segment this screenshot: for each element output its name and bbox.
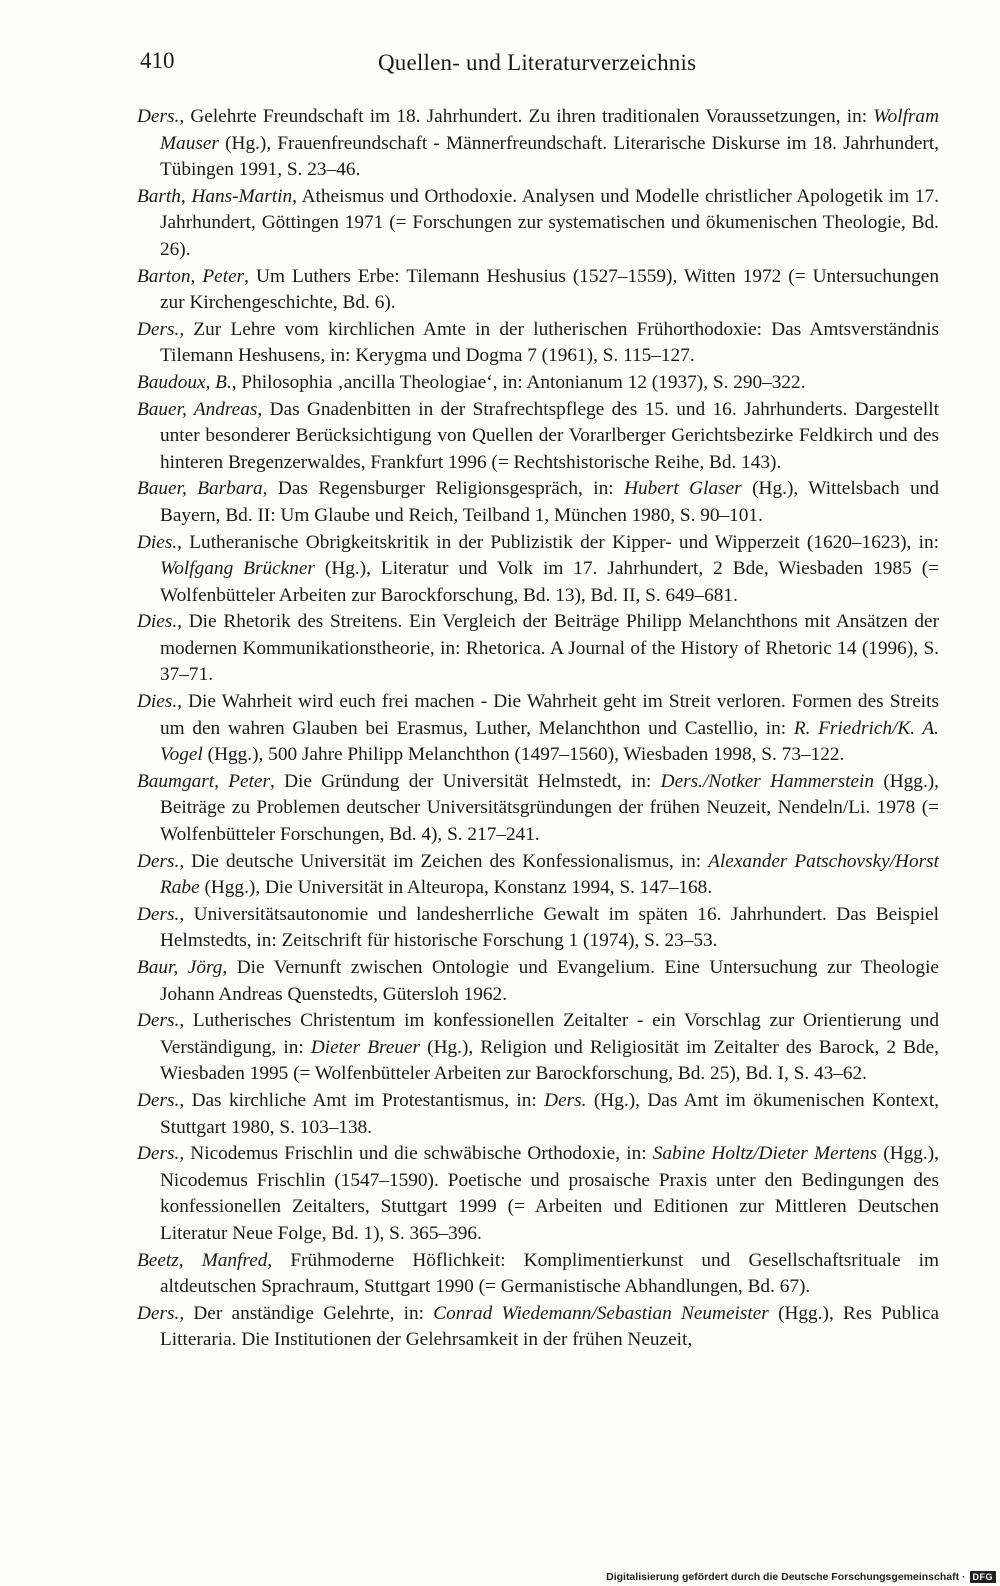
entry-text: (Hg.), Literatur und Volk im 17. Jahrhundert, 2 Bde, Wiesbaden 1985 (= Wolfenbütteler Arbeiten zur Barockforschung, Bd. 13), Bd. II, S. 649–681. <box>160 558 939 606</box>
entry-author-italic: Ders. <box>137 1089 180 1111</box>
entry-author-italic: Wolfgang Brückner <box>160 558 315 580</box>
bibliography-entry <box>137 476 939 529</box>
bibliography-entry <box>137 317 939 370</box>
entry-author-italic: Ders. <box>137 1010 180 1032</box>
entry-author-italic: Ders. <box>137 1302 180 1324</box>
entry-text: , Die deutsche Universität im Zeichen des Konfessionalismus, in: <box>179 850 709 872</box>
entry-text: (Hgg.), Res Publica Litteraria. Die Institutionen der Gelehrsamkeit in der frühen Neuzeit, <box>160 1302 940 1351</box>
entry-author-italic: Beetz, Manfred <box>137 1249 268 1271</box>
entry-text: , Zur Lehre vom kirchlichen Amte in der lutherischen Frühorthodoxie: Das Amtsverständnis Tilemann Heshusens, in: Kerygma und Dogma 7 (1961), S. 115–127. <box>160 318 939 367</box>
entry-text: , Das kirchliche Amt im Protestantismus, in: <box>179 1089 545 1111</box>
entry-text: , Die Rhetorik des Streitens. Ein Vergleich der Beiträge Philipp Melanchthons mit Ansätzen der modernen Kommunikationstheorie, in: Rhetorica. A Journal of the History of Rhetoric 14 (1996), S. 37–71. <box>160 611 939 686</box>
bibliography-entry <box>137 104 939 184</box>
entry-author-italic: Baumgart, Peter <box>137 770 270 792</box>
bibliography-entry <box>137 1088 939 1141</box>
bibliography-entry <box>137 370 939 397</box>
bibliography-entry <box>137 530 939 610</box>
entry-author-italic: Dies. <box>137 611 178 633</box>
entry-author-italic: Baur, Jörg <box>137 957 223 978</box>
entry-author-italic: Bauer, Andreas <box>137 398 258 420</box>
bibliography-entry <box>137 1141 939 1247</box>
entry-text: , Nicodemus Frischlin und die schwäbische Orthodoxie, in: <box>179 1143 653 1165</box>
entry-author-italic: Alexander Patschovsky/Horst Rabe <box>160 850 939 899</box>
entry-text: , Die Wahrheit wird euch frei machen - Die Wahrheit geht im Streit verloren. Formen des Streits um den wahren Glauben bei Erasmus, Luther, Melanchthon und Castellio, in: <box>160 691 939 739</box>
bibliography-entry <box>137 769 939 849</box>
entry-text: , Atheismus und Orthodoxie. Analysen und Modelle christlicher Apologetik im 17. Jahrhundert, Göttingen 1971 (= Forschungen zur systematischen und ökumenischen Theologie, Bd. 26). <box>160 185 939 260</box>
entry-author-italic: Bauer, Barbara <box>137 478 263 500</box>
entry-text: , Lutherisches Christentum im konfessionellen Zeitalter - ein Vorschlag zur Orientierung und Verständigung, in: <box>160 1010 939 1058</box>
entry-text: , Lutheranische Obrigkeitskritik in der Publizistik der Kipper- und Wipperzeit (1620–1623), in: <box>177 531 939 553</box>
entry-author-italic: R. Friedrich/K. A. Vogel <box>160 717 940 766</box>
page-number: 410 <box>140 48 175 73</box>
entry-text: (Hgg.), 500 Jahre Philipp Melanchthon (1497–1560), Wiesbaden 1998, S. 73–122. <box>202 744 845 766</box>
entry-author-italic: Ders./Notker Hammerstein <box>660 770 875 792</box>
entry-text: , Philosophia ‚ancilla Theologiae‘, in: Antonianum 12 (1937), S. 290–322. <box>231 371 806 393</box>
footer-text: Digitalisierung gefördert durch die Deutsche Forschungsgemeinschaft · <box>606 1571 966 1583</box>
bibliography-entry <box>137 609 939 689</box>
entry-text: (Hg.), Das Amt im ökumenischen Kontext, Stuttgart 1980, S. 103–138. <box>160 1089 939 1138</box>
bibliography-entry <box>137 397 939 477</box>
bibliography-entry <box>137 902 939 955</box>
entry-text: (Hg.), Religion und Religiosität im Zeitalter des Barock, 2 Bde, Wiesbaden 1995 (= Wolfenbütteler Arbeiten zur Barockforschung, Bd. 25), Bd. I, S. 43–62. <box>160 1036 939 1085</box>
bibliography-entry <box>137 1008 939 1088</box>
entry-text: , Die Gründung der Universität Helmstedt, in: <box>270 770 661 792</box>
entry-author-italic: Baudoux, B. <box>137 371 232 393</box>
bibliography-list <box>137 104 939 1354</box>
entry-author-italic: Ders. <box>137 1143 180 1165</box>
entry-text: , Das Regensburger Religionsgespräch, in: <box>262 478 625 500</box>
entry-author-italic: Dieter Breuer <box>310 1036 421 1058</box>
entry-text: , Der anständige Gelehrte, in: <box>179 1302 434 1324</box>
entry-author-italic: Conrad Wiedemann/Sebastian Neumeister <box>433 1302 769 1324</box>
entry-author-italic: Hubert Glaser <box>624 478 742 500</box>
bibliography-entry <box>137 1248 939 1301</box>
entry-text: , Um Luthers Erbe: Tilemann Heshusius (1527–1559), Witten 1972 (= Untersuchungen zur Kirchengeschichte, Bd. 6). <box>160 265 939 314</box>
entry-author-italic: Wolfram Mauser <box>160 106 939 154</box>
entry-text: , Universitätsautonomie und landesherrliche Gewalt im späten 16. Jahrhundert. Das Beispiel Helmstedts, in: Zeitschrift für historische Forschung 1 (1974), S. 23–53. <box>160 903 939 952</box>
entry-author-italic: Ders. <box>544 1089 587 1111</box>
entry-text: (Hgg.), Die Universität in Alteuropa, Konstanz 1994, S. 147–168. <box>199 877 713 899</box>
bibliography-entry <box>137 849 939 902</box>
entry-author-italic: Barton, Peter <box>137 265 245 287</box>
bibliography-entry <box>137 264 939 317</box>
entry-text: , Frühmoderne Höflichkeit: Komplimentierkunst und Gesellschaftsrituale im altdeutschen Sprachraum, Stuttgart 1990 (= Germanistische Abhandlungen, Bd. 67). <box>160 1249 939 1298</box>
digitization-footer <box>606 1571 996 1583</box>
bibliography-entry <box>137 1301 939 1354</box>
entry-author-italic: Ders. <box>137 850 180 872</box>
bibliography-entry <box>137 955 939 1008</box>
entry-text: , Gelehrte Freundschaft im 18. Jahrhundert. Zu ihren traditionalen Voraussetzungen, in: <box>179 106 874 127</box>
entry-author-italic: Ders. <box>137 318 180 340</box>
entry-author-italic: Ders. <box>137 903 180 925</box>
entry-text: , Die Vernunft zwischen Ontologie und Evangelium. Eine Untersuchung zur Theologie Johann Andreas Quenstedts, Gütersloh 1962. <box>160 957 939 1005</box>
entry-author-italic: Barth, Hans-Martin <box>137 185 293 207</box>
entry-text: , Das Gnadenbitten in der Strafrechtspflege des 15. und 16. Jahrhunderts. Dargestellt unter besonderer Berücksichtigung von Quellen der Vorarlberger Gerichtsbezirke Feldkirch und des hinteren Bregenzerwaldes, Frankfurt 1996 (= Rechtshistorische Reihe, Bd. 143). <box>160 398 939 473</box>
entry-author-italic: Ders. <box>137 106 180 127</box>
bibliography-entry <box>137 689 939 769</box>
entry-text: (Hgg.), Beiträge zu Problemen deutscher Universitätsgründungen der frühen Neuzeit, Nendeln/Li. 1978 (= Wolfenbütteler Forschungen, Bd. 4), S. 217–241. <box>160 770 940 846</box>
entry-author-italic: Sabine Holtz/Dieter Mertens <box>652 1143 878 1165</box>
running-title: Quellen- und Literaturverzeichnis <box>378 50 697 75</box>
entry-author-italic: Dies. <box>137 691 178 713</box>
entry-text: (Hg.), Wittelsbach und Bayern, Bd. II: Um Glaube und Reich, Teilband 1, München 1980, S. 90–101. <box>160 478 939 526</box>
entry-author-italic: Dies. <box>137 531 178 553</box>
entry-text: (Hg.), Frauenfreundschaft - Männerfreundschaft. Literarische Diskurse im 18. Jahrhundert, Tübingen 1991, S. 23–46. <box>160 132 939 181</box>
dfg-logo-icon: DFG <box>970 1571 997 1583</box>
entry-text: (Hgg.), Nicodemus Frischlin (1547–1590). Poetische und prosaische Praxis unter den Bedingungen des konfessionellen Zeitalters, Stuttgart 1999 (= Arbeiten und Editionen zur Mittleren Deutschen Literatur Neue Folge, Bd. 1), S. 365–396. <box>160 1143 939 1244</box>
bibliography-entry <box>137 184 939 264</box>
